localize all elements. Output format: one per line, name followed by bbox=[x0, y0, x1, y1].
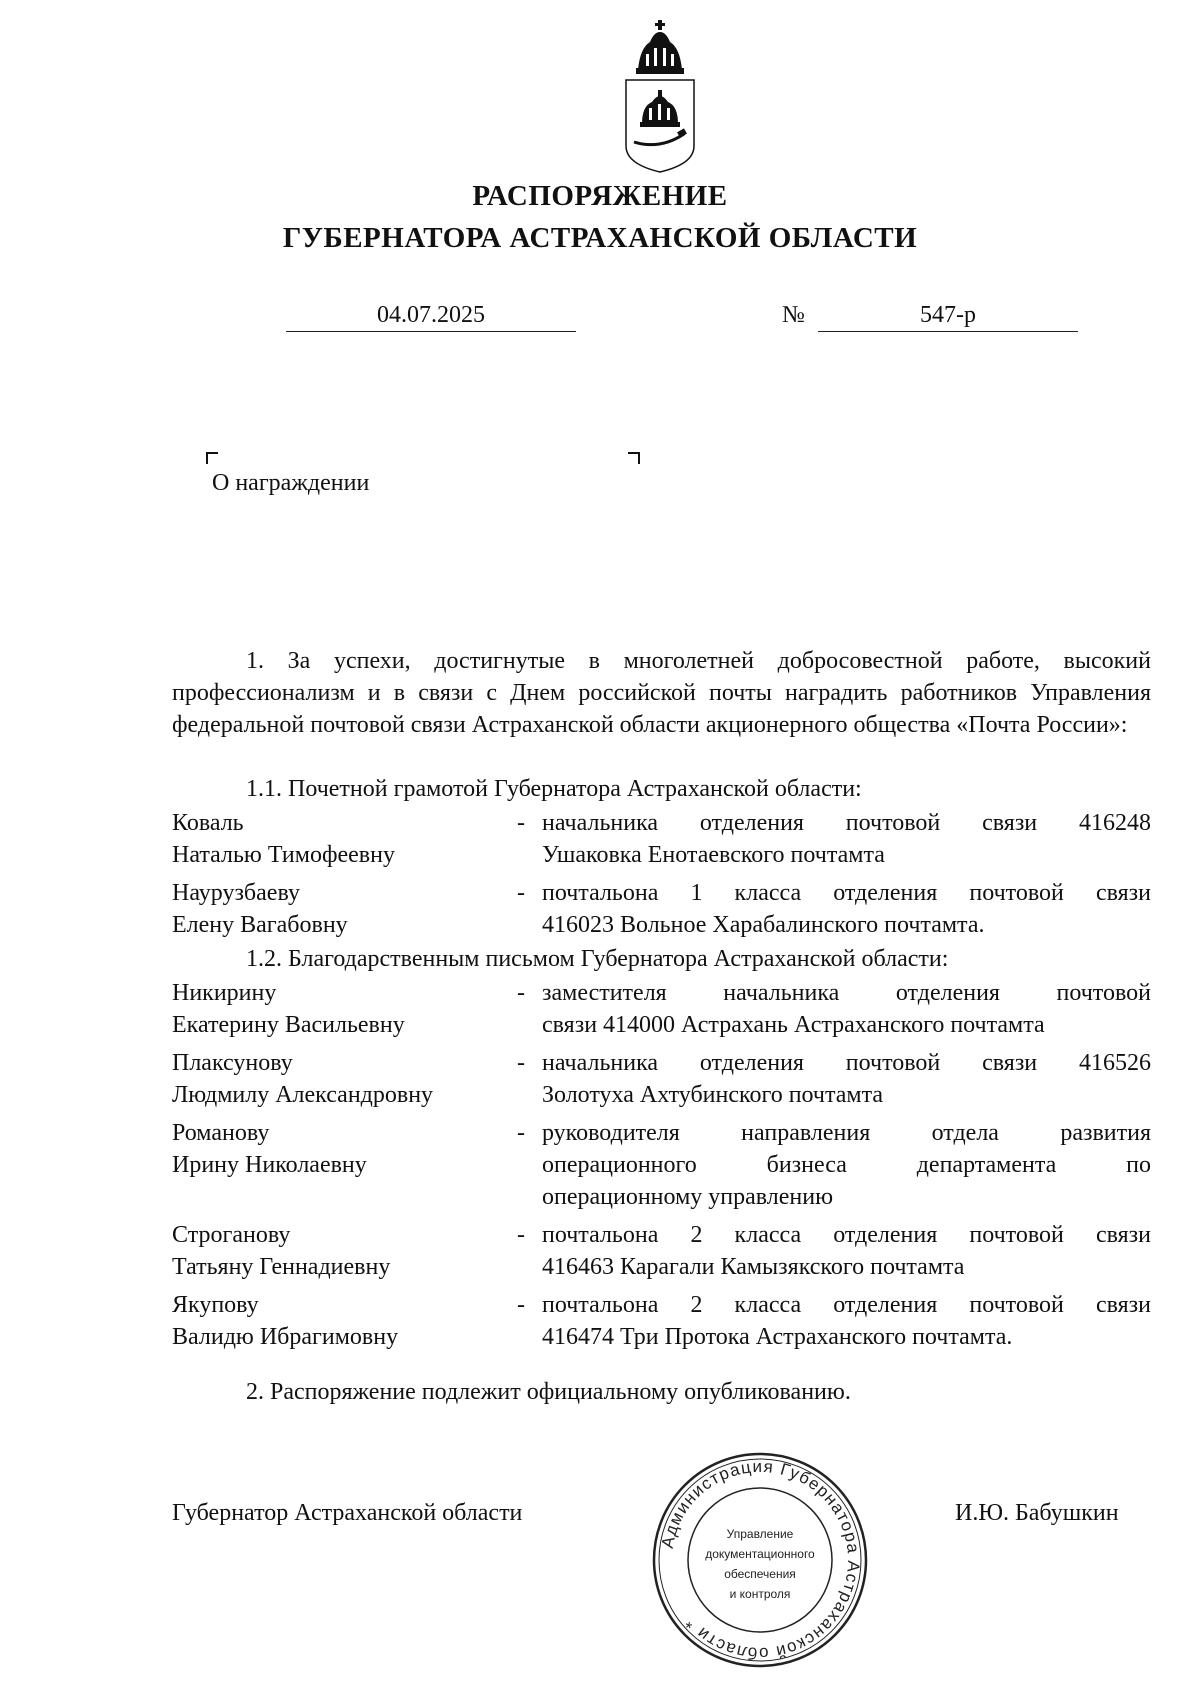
document-number: 547-р bbox=[818, 300, 1078, 332]
issuer-title: ГУБЕРНАТОРА АСТРАХАНСКОЙ ОБЛАСТИ bbox=[282, 222, 918, 254]
award-list-1-1 bbox=[172, 807, 1151, 947]
signatory-name: И.Ю. Бабушкин bbox=[955, 1500, 1119, 1526]
person-given-names: Елену Вагабовну bbox=[172, 912, 348, 938]
position-description: руководителя направления отдела развития операционного бизнеса департамента по операционному управлению bbox=[542, 1120, 1151, 1210]
seal-center-line: документационного bbox=[705, 1547, 815, 1561]
position-description: начальника отделения почтовой связи 416248 Ушаковка Енотаевского почтамта bbox=[542, 810, 1151, 868]
seal-center-line: Управление bbox=[726, 1527, 794, 1541]
list-item bbox=[172, 1289, 1151, 1353]
paragraph-2: 2. Распоряжение подлежит официальному опубликованию. bbox=[246, 1379, 851, 1405]
person-surname: Романову bbox=[172, 1120, 270, 1146]
person-given-names: Ирину Николаевну bbox=[172, 1152, 367, 1178]
position-description: почтальона 1 класса отделения почтовой связи 416023 Вольное Харабалинского почтамта. bbox=[542, 880, 1151, 938]
dash: - bbox=[517, 980, 525, 1006]
list-item bbox=[172, 807, 1151, 871]
subject-bracket-right bbox=[628, 452, 640, 464]
person-surname: Якупову bbox=[172, 1292, 259, 1318]
award-list-1-2 bbox=[172, 977, 1151, 1359]
coat-of-arms-icon bbox=[618, 18, 702, 174]
person-given-names: Валидю Ибрагимовну bbox=[172, 1324, 399, 1350]
list-item bbox=[172, 977, 1151, 1041]
dash: - bbox=[517, 810, 525, 836]
person-given-names: Наталью Тимофеевну bbox=[172, 842, 395, 868]
person-surname: Плаксунову bbox=[172, 1050, 293, 1076]
dash: - bbox=[517, 880, 525, 906]
paragraph-1: 1. За успехи, достигнутые в многолетней добросовестной работе, высокий профессионализм и в связи с Днем российской почты наградить работников Управления федеральной почтовой связи Астраханской области акционерного общества «Почта России»: bbox=[172, 648, 1151, 738]
seal-center-line: обеспечения bbox=[724, 1567, 796, 1581]
person-surname: Никирину bbox=[172, 980, 277, 1006]
position-description: начальника отделения почтовой связи 416526 Золотуха Ахтубинского почтамта bbox=[542, 1050, 1151, 1108]
position-description: почтальона 2 класса отделения почтовой связи 416463 Карагали Камызякского почтамта bbox=[542, 1222, 1151, 1280]
person-given-names: Татьяну Геннадиевну bbox=[172, 1254, 391, 1280]
signatory-position: Губернатор Астраханской области bbox=[172, 1500, 523, 1526]
subject-bracket-left bbox=[206, 452, 218, 464]
person-given-names: Людмилу Александровну bbox=[172, 1082, 434, 1108]
seal-ring-text: Администрация Губернатора Астраханской области * bbox=[657, 1456, 864, 1664]
list-item bbox=[172, 1219, 1151, 1283]
list-item bbox=[172, 1117, 1151, 1213]
position-description: заместителя начальника отделения почтовой связи 414000 Астрахань Астраханского почтамта bbox=[542, 980, 1151, 1038]
dash: - bbox=[517, 1050, 525, 1076]
dash: - bbox=[517, 1222, 525, 1248]
person-surname: Коваль bbox=[172, 810, 244, 836]
document-subject: О награждении bbox=[212, 470, 370, 496]
list-item bbox=[172, 877, 1151, 941]
dash: - bbox=[517, 1120, 525, 1146]
dash: - bbox=[517, 1292, 525, 1318]
official-seal-stamp bbox=[650, 1450, 870, 1670]
person-surname: Строганову bbox=[172, 1222, 291, 1248]
section-1-1-heading: 1.1. Почетной грамотой Губернатора Астраханской области: bbox=[246, 776, 862, 802]
position-description: почтальона 2 класса отделения почтовой связи 416474 Три Протока Астраханского почтамта. bbox=[542, 1292, 1151, 1350]
document-type-title: РАСПОРЯЖЕНИЕ bbox=[472, 180, 728, 212]
person-surname: Наурузбаеву bbox=[172, 880, 300, 906]
list-item bbox=[172, 1047, 1151, 1111]
section-1-2-heading: 1.2. Благодарственным письмом Губернатора Астраханской области: bbox=[246, 946, 949, 972]
number-sign: № bbox=[782, 302, 805, 328]
person-given-names: Екатерину Васильевну bbox=[172, 1012, 405, 1038]
document-date: 04.07.2025 bbox=[286, 300, 576, 332]
seal-center-line: и контроля bbox=[729, 1587, 791, 1601]
